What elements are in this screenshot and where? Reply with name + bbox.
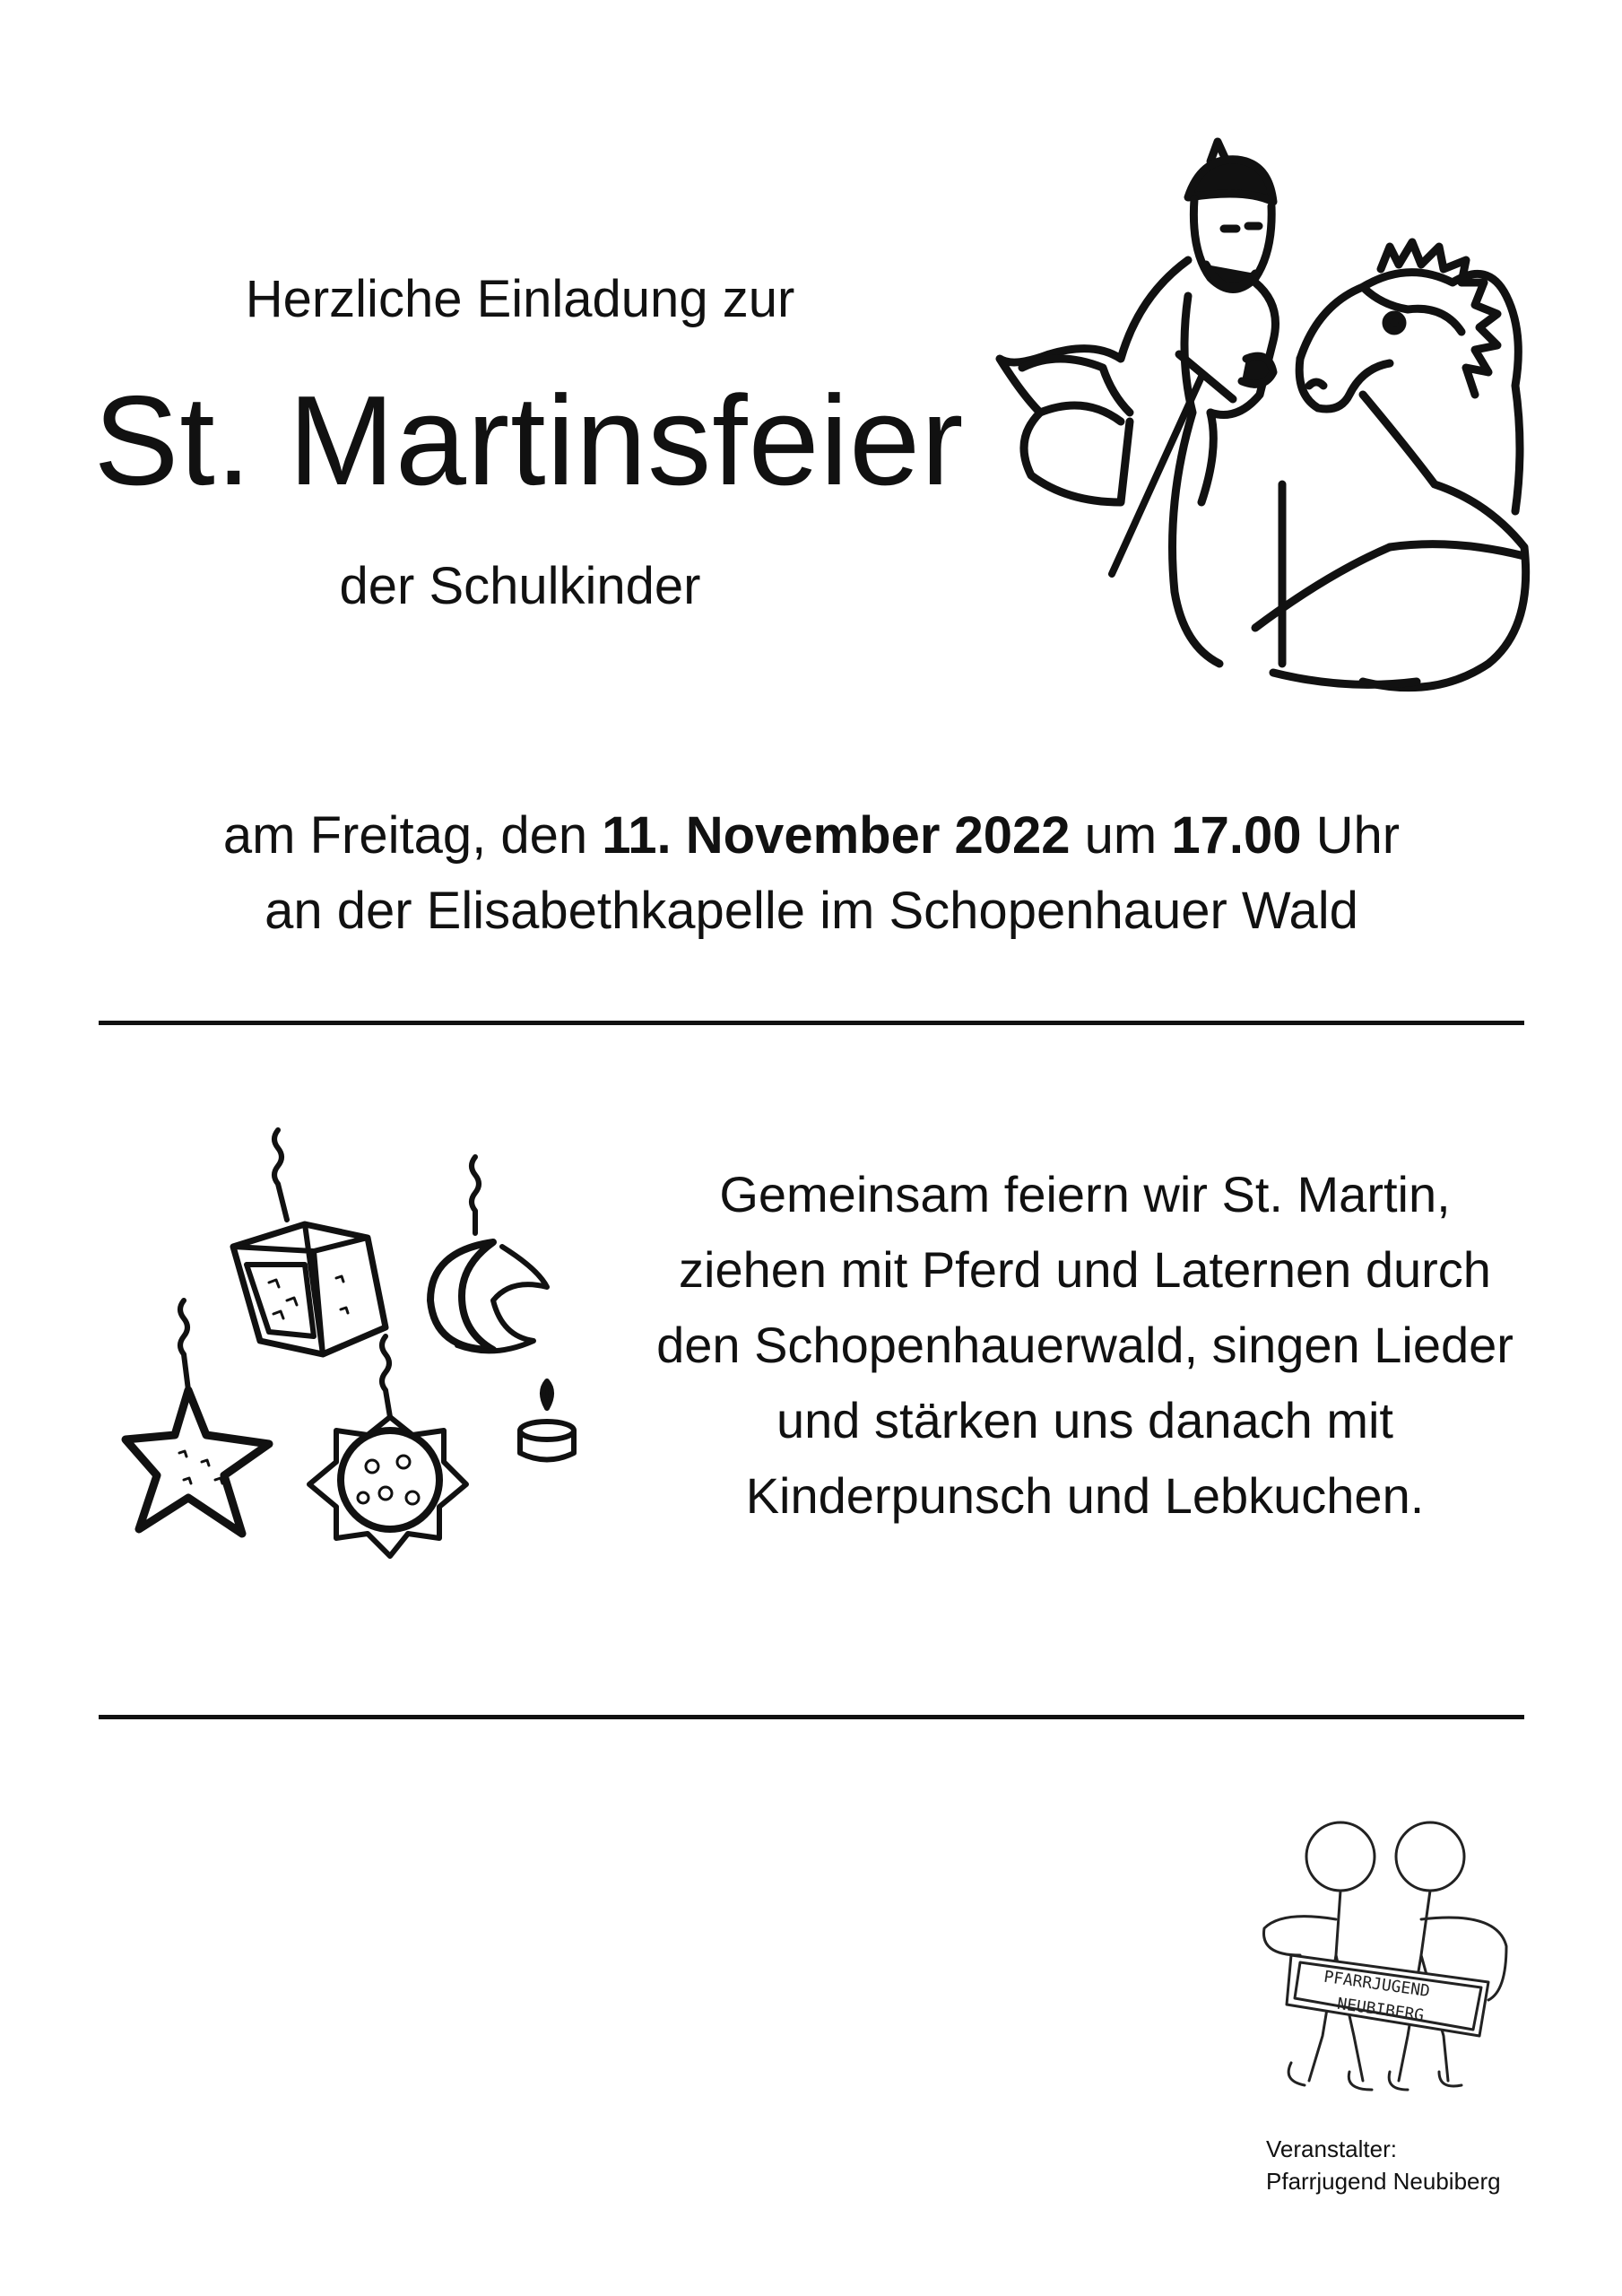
pfarrjugend-logo bbox=[1237, 1812, 1524, 2117]
divider-top bbox=[99, 1021, 1524, 1025]
organizer-label: Veranstalter: bbox=[1266, 2135, 1397, 2162]
description-line: den Schopenhauerwald, singen Lieder bbox=[656, 1317, 1514, 1373]
event-date-line bbox=[72, 805, 1551, 865]
organizer-name: Pfarrjugend Neubiberg bbox=[1266, 2168, 1501, 2195]
invitation-subtitle: der Schulkinder bbox=[339, 557, 701, 615]
event-description bbox=[610, 1157, 1560, 1534]
description-line: Gemeinsam feiern wir St. Martin, bbox=[719, 1166, 1451, 1222]
logo-text-1: PFARRJUGEND bbox=[1323, 1967, 1432, 2002]
invitation-intro: Herzliche Einladung zur bbox=[245, 270, 795, 328]
description-line: Kinderpunsch und Lebkuchen. bbox=[745, 1467, 1425, 1524]
logo-text-2: NEUBIBERG bbox=[1335, 1994, 1426, 2026]
description-line: ziehen mit Pferd und Laternen durch bbox=[679, 1241, 1491, 1298]
page-title: St. Martinsfeier bbox=[93, 370, 965, 512]
description-line: und stärken uns danach mit bbox=[776, 1392, 1393, 1448]
time-suffix: Uhr bbox=[1301, 806, 1401, 865]
event-location: an der Elisabethkapelle im Schopenhauer Wald bbox=[265, 882, 1358, 940]
divider-bottom bbox=[99, 1715, 1524, 1719]
time-prefix: um bbox=[1070, 806, 1172, 865]
organizer-block bbox=[1266, 2133, 1501, 2197]
lantern-ornaments-illustration bbox=[117, 1121, 619, 1570]
event-date: 11. November 2022 bbox=[602, 806, 1071, 865]
date-prefix: am Freitag, den bbox=[222, 806, 603, 865]
event-time: 17.00 bbox=[1171, 806, 1302, 865]
st-martin-horse-illustration bbox=[986, 126, 1560, 718]
